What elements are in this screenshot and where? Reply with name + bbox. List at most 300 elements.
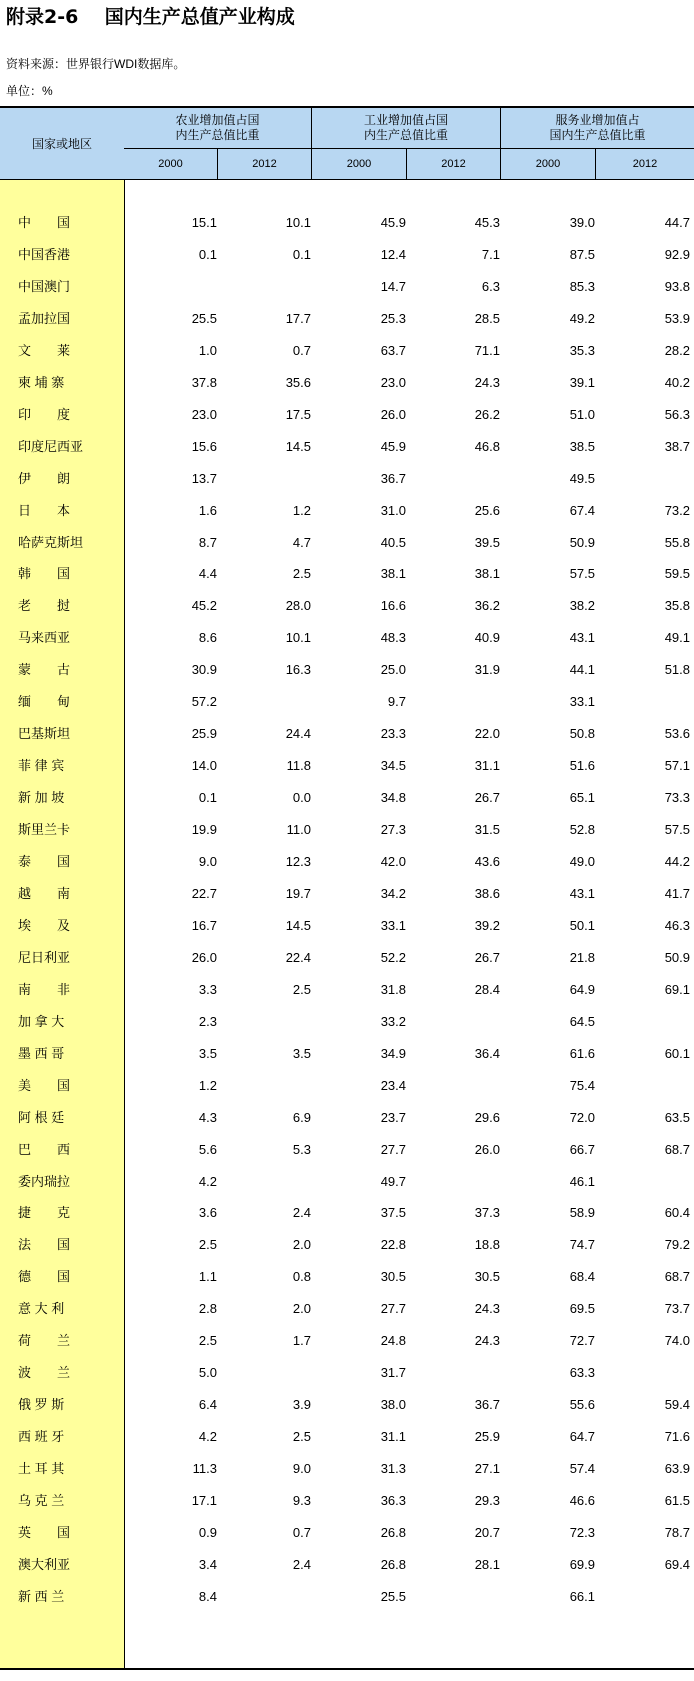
value-cell: 14.7: [380, 278, 406, 294]
country-name-cell: 乌 克 兰: [18, 1493, 65, 1508]
table-row: [0, 1549, 694, 1581]
value-cell: 37.5: [380, 1205, 406, 1221]
year-header-agri-2000: 2000: [124, 149, 218, 180]
value-cell: 65.1: [569, 790, 595, 806]
value-cell: 45.2: [191, 598, 217, 614]
value-cell: 56.3: [664, 406, 690, 422]
agriculture-group-header: 农业增加值占国 内生产总值比重: [124, 108, 312, 149]
country-name-cell: 中 国: [18, 215, 71, 230]
value-cell: 49.1: [664, 630, 690, 646]
country-name-cell: 蒙 古: [18, 662, 71, 678]
value-cell: 93.8: [664, 278, 690, 294]
value-cell: 12.3: [285, 854, 311, 869]
value-cell: 60.1: [664, 1045, 690, 1061]
value-cell: 1.2: [292, 502, 311, 518]
country-name-cell: 越 南: [18, 885, 71, 901]
country-name-cell: 英 国: [18, 1524, 71, 1540]
value-cell: [630, 1581, 690, 1613]
table-row: [0, 1485, 694, 1517]
value-cell: 68.7: [664, 1141, 690, 1157]
value-cell: 55.6: [569, 1397, 595, 1413]
value-cell: 2.4: [292, 1556, 311, 1572]
value-cell: 1.6: [198, 502, 217, 518]
year-header-serv-2000: 2000: [501, 149, 596, 180]
value-cell: 27.1: [474, 1461, 500, 1477]
value-cell: 40.5: [380, 534, 406, 550]
value-cell: [157, 271, 217, 303]
value-cell: 8.6: [198, 630, 217, 646]
table-row: [0, 1453, 694, 1485]
country-name-cell: 阿 根 廷: [18, 1109, 65, 1125]
country-name-cell: 波 兰: [18, 1365, 71, 1381]
unit-note: 单位：%: [6, 84, 53, 98]
value-cell: 25.9: [474, 1429, 500, 1445]
value-cell: 15.6: [191, 438, 217, 454]
country-name-cell: 柬 埔 寨: [18, 374, 65, 390]
value-cell: [440, 1166, 500, 1198]
industry-group-header: 工业增加值占国 内生产总值比重: [312, 108, 501, 149]
value-cell: 44.2: [664, 854, 690, 869]
value-cell: 59.4: [664, 1397, 690, 1413]
table-row: [0, 942, 694, 974]
country-name-cell: 文 莱: [18, 342, 71, 358]
gdp-structure-table: [0, 106, 694, 1670]
value-cell: 35.6: [285, 374, 311, 390]
value-cell: 61.6: [569, 1045, 595, 1061]
value-cell: 45.9: [380, 215, 406, 230]
country-name-cell: 日 本: [18, 502, 71, 518]
value-cell: 19.7: [285, 885, 311, 901]
country-name-cell: 中国香港: [18, 246, 71, 262]
table-row: [0, 1421, 694, 1453]
value-cell: 10.1: [285, 215, 311, 230]
value-cell: 26.0: [474, 1141, 500, 1157]
value-cell: 16.7: [191, 917, 217, 933]
value-cell: 2.0: [292, 1301, 311, 1317]
value-cell: 57.5: [664, 822, 690, 838]
value-cell: 0.0: [292, 790, 311, 806]
country-name-cell: 哈萨克斯坦: [18, 534, 84, 550]
value-cell: 34.9: [380, 1045, 406, 1061]
value-cell: [440, 1070, 500, 1102]
value-cell: 3.3: [198, 981, 217, 997]
value-cell: 1.2: [198, 1077, 217, 1093]
value-cell: 4.7: [292, 534, 311, 550]
value-cell: [630, 1166, 690, 1198]
value-cell: 29.6: [474, 1109, 500, 1125]
value-cell: 42.0: [380, 854, 406, 869]
country-name-cell: 美 国: [18, 1077, 71, 1093]
value-cell: 38.6: [474, 885, 500, 901]
value-cell: 2.3: [198, 1013, 217, 1029]
value-cell: 11.3: [192, 1461, 217, 1477]
value-cell: 69.1: [664, 981, 690, 997]
value-cell: 25.5: [191, 310, 217, 326]
value-cell: 63.9: [664, 1461, 690, 1477]
value-cell: 28.5: [474, 310, 500, 326]
value-cell: 39.2: [474, 917, 500, 933]
value-cell: 53.9: [664, 310, 690, 326]
value-cell: 22.0: [474, 726, 500, 742]
value-cell: 17.7: [285, 310, 311, 326]
value-cell: 61.5: [664, 1493, 690, 1508]
value-cell: 36.4: [474, 1045, 500, 1061]
table-row: [0, 463, 694, 495]
country-name-cell: 马来西亚: [18, 630, 71, 646]
value-cell: [440, 463, 500, 495]
table-row: [0, 367, 694, 399]
table-row: [0, 1134, 694, 1166]
value-cell: 2.5: [198, 1333, 217, 1349]
value-cell: 57.4: [569, 1461, 595, 1477]
value-cell: 26.0: [191, 949, 217, 965]
value-cell: 39.5: [474, 534, 500, 550]
value-cell: 34.8: [380, 790, 406, 806]
table-row: [0, 782, 694, 814]
country-name-cell: 泰 国: [18, 854, 71, 869]
value-cell: 22.7: [191, 885, 217, 901]
value-cell: 38.2: [569, 598, 595, 614]
country-name-cell: 德 国: [18, 1269, 71, 1285]
value-cell: 43.6: [474, 854, 500, 869]
value-cell: 40.2: [664, 374, 690, 390]
value-cell: 31.9: [474, 662, 500, 678]
value-cell: 66.7: [569, 1141, 595, 1157]
value-cell: 50.9: [664, 949, 690, 965]
value-cell: [251, 1006, 311, 1038]
value-cell: 36.7: [474, 1397, 500, 1413]
value-cell: 37.8: [191, 374, 217, 390]
value-cell: 0.7: [292, 1524, 311, 1540]
value-cell: 31.7: [380, 1365, 406, 1381]
value-cell: 4.2: [198, 1173, 217, 1189]
value-cell: 38.7: [664, 438, 690, 454]
country-column-header: 国家或地区: [0, 108, 125, 180]
value-cell: [251, 463, 311, 495]
year-header-ind-2000: 2000: [312, 149, 407, 180]
value-cell: 26.7: [474, 790, 500, 806]
table-row: [0, 1293, 694, 1325]
table-row: [0, 495, 694, 527]
value-cell: 23.7: [380, 1109, 406, 1125]
table-row: [0, 1261, 694, 1293]
value-cell: [630, 463, 690, 495]
year-header-agri-2012: 2012: [218, 149, 312, 180]
value-cell: 0.1: [198, 790, 217, 806]
value-cell: [630, 1070, 690, 1102]
value-cell: 69.5: [569, 1301, 595, 1317]
table-row: [0, 558, 694, 590]
value-cell: 37.3: [474, 1205, 500, 1221]
country-name-cell: 印度尼西亚: [18, 438, 84, 454]
country-name-cell: 委内瑞拉: [18, 1173, 71, 1189]
value-cell: 44.1: [569, 662, 595, 678]
value-cell: 27.7: [380, 1141, 406, 1157]
value-cell: 1.1: [198, 1269, 217, 1285]
value-cell: 2.5: [292, 981, 311, 997]
table-row: [0, 718, 694, 750]
country-name-cell: 西 班 牙: [18, 1429, 65, 1445]
value-cell: 40.9: [474, 630, 500, 646]
country-name-cell: 加 拿 大: [18, 1013, 65, 1029]
table-row: [0, 974, 694, 1006]
table-row: [0, 1166, 694, 1198]
value-cell: 3.5: [292, 1045, 311, 1061]
value-cell: 28.0: [285, 598, 311, 614]
value-cell: 31.8: [380, 981, 406, 997]
value-cell: 25.3: [380, 310, 406, 326]
value-cell: 50.8: [569, 726, 595, 742]
value-cell: 2.5: [292, 566, 311, 582]
table-row: [0, 622, 694, 654]
table-row: [0, 271, 694, 303]
table-row: [0, 1197, 694, 1229]
value-cell: 0.9: [198, 1524, 217, 1540]
value-cell: 36.3: [380, 1493, 406, 1508]
value-cell: 0.7: [292, 342, 311, 358]
country-name-cell: 缅 甸: [18, 694, 71, 710]
value-cell: 26.2: [474, 406, 500, 422]
value-cell: 3.6: [198, 1205, 217, 1221]
value-cell: 68.4: [569, 1269, 595, 1285]
value-cell: 4.2: [198, 1429, 217, 1445]
value-cell: 4.4: [198, 566, 217, 582]
page-title: 附录2-6 国内生产总值产业构成: [6, 6, 295, 28]
value-cell: 25.6: [474, 502, 500, 518]
value-cell: 38.5: [569, 438, 595, 454]
country-name-cell: 印 度: [18, 406, 71, 422]
value-cell: 9.7: [387, 694, 406, 710]
value-cell: 60.4: [664, 1205, 690, 1221]
value-cell: 51.6: [569, 758, 595, 774]
value-cell: 58.9: [569, 1205, 595, 1221]
value-cell: 67.4: [569, 502, 595, 518]
value-cell: 75.4: [569, 1077, 595, 1093]
value-cell: 92.9: [664, 246, 690, 262]
value-cell: 23.0: [380, 374, 406, 390]
value-cell: 7.1: [481, 246, 500, 262]
value-cell: [251, 1357, 311, 1389]
table-row: [0, 1581, 694, 1613]
value-cell: 66.1: [569, 1588, 595, 1604]
value-cell: 27.3: [380, 822, 406, 838]
country-name-cell: 新 西 兰: [18, 1588, 65, 1604]
table-row: [0, 1102, 694, 1134]
country-name-cell: 澳大利亚: [18, 1556, 71, 1572]
country-name-cell: 荷 兰: [18, 1333, 71, 1349]
value-cell: 15.1: [191, 215, 217, 230]
value-cell: 39.1: [569, 374, 595, 390]
value-cell: 38.0: [380, 1397, 406, 1413]
value-cell: 2.5: [198, 1237, 217, 1253]
country-name-cell: 新 加 坡: [18, 790, 65, 806]
country-name-cell: 伊 朗: [18, 470, 71, 486]
value-cell: 24.3: [474, 1301, 500, 1317]
country-name-cell: 中国澳门: [18, 278, 71, 294]
value-cell: 2.5: [292, 1429, 311, 1445]
table-row: [0, 1038, 694, 1070]
value-cell: 19.9: [191, 822, 217, 838]
value-cell: 1.7: [292, 1333, 311, 1349]
value-cell: 23.4: [380, 1077, 406, 1093]
table-row: [0, 1006, 694, 1038]
value-cell: 43.1: [569, 630, 595, 646]
value-cell: 12.4: [380, 246, 406, 262]
value-cell: 50.1: [569, 917, 595, 933]
country-name-cell: 孟加拉国: [18, 310, 71, 326]
table-row: [0, 1357, 694, 1389]
value-cell: 46.3: [664, 917, 690, 933]
value-cell: 78.7: [664, 1524, 690, 1540]
value-cell: 30.9: [191, 662, 217, 678]
value-cell: 46.6: [569, 1493, 595, 1508]
value-cell: 72.3: [569, 1524, 595, 1540]
country-name-cell: 土 耳 其: [18, 1461, 65, 1477]
value-cell: 57.2: [191, 694, 217, 710]
value-cell: 31.1: [474, 758, 500, 774]
table-row: [0, 590, 694, 622]
value-cell: 64.9: [569, 981, 595, 997]
table-row: [0, 335, 694, 367]
value-cell: 73.2: [664, 502, 690, 518]
value-cell: 21.8: [569, 949, 595, 965]
value-cell: 49.5: [569, 470, 595, 486]
country-name-cell: 尼日利亚: [18, 949, 71, 965]
value-cell: 0.8: [292, 1269, 311, 1285]
country-name-cell: 捷 克: [18, 1205, 71, 1221]
value-cell: 9.0: [292, 1461, 311, 1477]
value-cell: 59.5: [664, 566, 690, 582]
value-cell: 45.3: [474, 215, 500, 230]
value-cell: 48.3: [380, 630, 406, 646]
value-cell: 2.0: [292, 1237, 311, 1253]
value-cell: 30.5: [380, 1269, 406, 1285]
value-cell: 43.1: [569, 885, 595, 901]
value-cell: 63.7: [380, 342, 406, 358]
value-cell: 6.4: [198, 1397, 217, 1413]
value-cell: 2.4: [292, 1205, 311, 1221]
value-cell: 31.5: [474, 822, 500, 838]
value-cell: 74.0: [664, 1333, 690, 1349]
value-cell: 28.2: [664, 342, 690, 358]
value-cell: 1.0: [198, 342, 217, 358]
table-row: [0, 1517, 694, 1549]
value-cell: 18.8: [474, 1237, 500, 1253]
value-cell: 38.1: [380, 566, 406, 582]
country-name-cell: 墨 西 哥: [18, 1045, 65, 1061]
value-cell: 31.1: [380, 1429, 406, 1445]
value-cell: 69.9: [569, 1556, 595, 1572]
value-cell: 3.5: [198, 1045, 217, 1061]
country-name-cell: 法 国: [18, 1237, 71, 1253]
country-name-cell: 埃 及: [18, 917, 71, 933]
value-cell: 33.1: [380, 917, 406, 933]
value-cell: 2.8: [198, 1301, 217, 1317]
value-cell: 8.4: [198, 1588, 217, 1604]
table-row: [0, 750, 694, 782]
value-cell: 85.3: [569, 278, 595, 294]
table-row: [0, 303, 694, 335]
value-cell: 5.0: [198, 1365, 217, 1381]
value-cell: 14.0: [191, 758, 217, 774]
table-row: [0, 399, 694, 431]
table-row: [0, 527, 694, 559]
value-cell: 25.5: [380, 1588, 406, 1604]
value-cell: 71.6: [664, 1429, 690, 1445]
year-header-serv-2012: 2012: [596, 149, 694, 180]
value-cell: 20.7: [474, 1524, 500, 1540]
value-cell: 36.7: [380, 470, 406, 486]
value-cell: 57.5: [569, 566, 595, 582]
value-cell: 28.1: [474, 1556, 500, 1572]
value-cell: 26.0: [380, 406, 406, 422]
table-row: [0, 207, 694, 239]
value-cell: 16.3: [285, 662, 311, 678]
value-cell: 36.2: [474, 598, 500, 614]
value-cell: 72.0: [569, 1109, 595, 1125]
value-cell: 24.3: [474, 1333, 500, 1349]
country-name-cell: 意 大 利: [18, 1301, 65, 1317]
country-name-cell: 俄 罗 斯: [18, 1397, 65, 1413]
table-row: [0, 910, 694, 942]
value-cell: 0.1: [292, 246, 311, 262]
value-cell: 4.3: [198, 1109, 217, 1125]
value-cell: 23.0: [191, 406, 217, 422]
value-cell: 24.8: [380, 1333, 406, 1349]
value-cell: 73.3: [664, 790, 690, 806]
table-row: [0, 1229, 694, 1261]
country-name-cell: 韩 国: [18, 566, 71, 582]
value-cell: 27.7: [380, 1301, 406, 1317]
country-name-cell: 巴基斯坦: [18, 726, 71, 742]
value-cell: 31.3: [380, 1461, 406, 1477]
value-cell: 71.1: [474, 342, 500, 358]
value-cell: 14.5: [285, 917, 311, 933]
value-cell: 17.5: [285, 406, 311, 422]
value-cell: 57.1: [664, 758, 690, 774]
value-cell: 41.7: [664, 885, 690, 901]
value-cell: 74.7: [569, 1237, 595, 1253]
value-cell: [251, 1166, 311, 1198]
value-cell: 29.3: [474, 1493, 500, 1508]
value-cell: 6.9: [292, 1109, 311, 1125]
value-cell: 22.4: [285, 949, 311, 965]
value-cell: [630, 1357, 690, 1389]
value-cell: 68.7: [664, 1269, 690, 1285]
value-cell: 28.4: [474, 981, 500, 997]
value-cell: 73.7: [664, 1301, 690, 1317]
value-cell: 26.7: [474, 949, 500, 965]
table-row: [0, 1070, 694, 1102]
data-source-note: 资料来源：世界银行WDI数据库。: [6, 57, 186, 71]
value-cell: 49.0: [569, 854, 595, 869]
table-row: [0, 814, 694, 846]
value-cell: 16.6: [380, 598, 406, 614]
services-group-header: 服务业增加值占 国内生产总值比重: [501, 108, 694, 149]
value-cell: 38.1: [474, 566, 500, 582]
value-cell: 33.2: [380, 1013, 406, 1029]
value-cell: 50.9: [569, 534, 595, 550]
value-cell: 35.8: [664, 598, 690, 614]
value-cell: 44.7: [664, 215, 690, 230]
value-cell: 24.4: [285, 726, 311, 742]
value-cell: 34.2: [380, 885, 406, 901]
value-cell: [440, 1006, 500, 1038]
value-cell: 46.1: [569, 1173, 595, 1189]
value-cell: 33.1: [569, 694, 595, 710]
value-cell: 49.7: [380, 1173, 406, 1189]
value-cell: 52.2: [380, 949, 406, 965]
